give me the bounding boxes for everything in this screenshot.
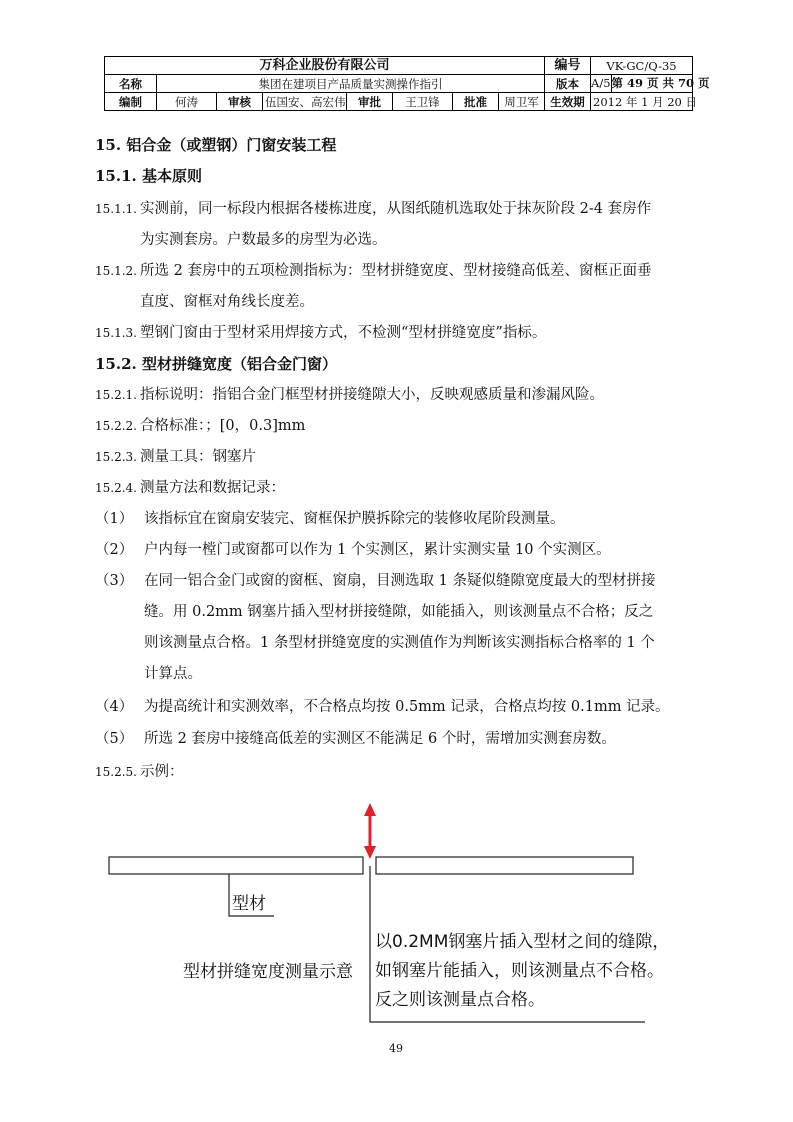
item-number: 15.2.3. [95, 450, 137, 464]
editor-name: 何涛 [157, 93, 217, 111]
step-number: （3） [95, 573, 134, 589]
item-number: 15.1.1. [95, 202, 137, 216]
step-text: 为提高统计和实测效率，不合格点均按 0.5mm 记录，合格点均按 0.1mm 记录。 [144, 699, 670, 715]
item-number: 15.2.4. [95, 481, 137, 495]
item-number: 15.1.3. [95, 326, 137, 340]
reviewer-label: 审核 [217, 93, 263, 111]
step-text: 该指标宜在窗扇安装完、窗框保护膜拆除完的装修收尾阶段测量。 [144, 511, 565, 527]
red-double-arrow-icon [364, 803, 376, 859]
effective-date: 2012 年 1 月 20 日 [591, 93, 693, 111]
company-name: 万科企业股份有限公司 [105, 57, 545, 75]
diagram-note-line: 反之则该测量点合格。 [375, 990, 545, 1010]
step-number: （1） [95, 511, 134, 527]
code-label: 编号 [545, 57, 591, 75]
item-text: 直度、窗框对角线长度差。 [140, 294, 314, 310]
profile-right [376, 857, 633, 874]
step-number: （5） [95, 731, 134, 747]
editor-label: 编制 [105, 93, 157, 111]
step-text: 缝。用 0.2mm 钢塞片插入型材拼接缝隙，如能插入，则该测量点不合格；反之 [144, 604, 654, 620]
step-text: 则该测量点合格。1 条型材拼缝宽度的实测值作为判断该实测指标合格率的 1 个 [144, 635, 655, 651]
step-number: （4） [95, 699, 134, 715]
step-text: 在同一铝合金门或窗的窗框、窗扇，目测选取 1 条疑似缝隙宽度最大的型材拼接 [144, 573, 656, 589]
example-number: 15.2.5. [95, 765, 137, 779]
item-number: 15.1.2. [95, 264, 137, 278]
reviewer-names: 伍国安、高宏伟 [263, 93, 347, 111]
item-text: 实测前，同一标段内根据各楼栋进度，从图纸随机选取处于抹灰阶段 2-4 套房作 [140, 201, 652, 217]
diagram-note-line: 以0.2MM钢塞片插入型材之间的缝隙， [375, 932, 670, 952]
approver1-name: 王卫锋 [393, 93, 453, 111]
section-title: 15. 铝合金（或塑钢）门窗安装工程 [95, 136, 337, 154]
item-number: 15.2.2. [95, 419, 137, 433]
item-text: 为实测套房。户数最多的房型为必选。 [140, 232, 387, 248]
item-number: 15.2.1. [95, 388, 137, 402]
profile-left [109, 857, 363, 874]
approver1-label: 审批 [347, 93, 393, 111]
step-text: 户内每一樘门或窗都可以作为 1 个实测区，累计实测实量 10 个实测区。 [144, 542, 611, 558]
page-number: 49 [389, 1042, 403, 1055]
item-text: 指标说明：指铝合金门框型材拼接缝隙大小，反映观感质量和渗漏风险。 [140, 387, 604, 403]
profile-label: 型材 [232, 894, 266, 914]
page-info: 第 49 页 共 70 页 [611, 76, 710, 90]
subsection-1-title: 15.1. 基本原则 [95, 167, 202, 185]
item-text: 合格标准：；[0，0.3]mm [140, 418, 306, 434]
item-text: 测量方法和数据记录： [140, 480, 285, 496]
name-value: 集团在建项目产品质量实测操作指引 [157, 75, 545, 93]
version-value: A/5 [591, 76, 611, 90]
diagram-note-line: 如钢塞片能插入，则该测量点不合格。 [375, 961, 664, 981]
item-text: 塑钢门窗由于型材采用焊接方式，不检测“型材拼缝宽度”指标。 [140, 325, 547, 341]
example-label: 示例： [140, 764, 184, 780]
item-text: 测量工具：钢塞片 [140, 449, 256, 465]
effective-label: 生效期 [545, 93, 591, 111]
diagram-caption: 型材拼缝宽度测量示意 [183, 962, 353, 982]
step-number: （2） [95, 542, 134, 558]
approver2-label: 批准 [453, 93, 499, 111]
code-value: VK-GC/Q-35 [591, 57, 693, 75]
version-label: 版本 [545, 75, 591, 93]
step-text: 计算点。 [144, 666, 202, 682]
name-label: 名称 [105, 75, 157, 93]
subsection-2-title: 15.2. 型材拼缝宽度（铝合金门窗） [95, 355, 337, 373]
approver2-name: 周卫军 [499, 93, 545, 111]
step-text: 所选 2 套房中接缝高低差的实测区不能满足 6 个时，需增加实测套房数。 [144, 731, 616, 747]
item-text: 所选 2 套房中的五项检测指标为：型材拼缝宽度、型材接缝高低差、窗框正面垂 [140, 263, 652, 279]
